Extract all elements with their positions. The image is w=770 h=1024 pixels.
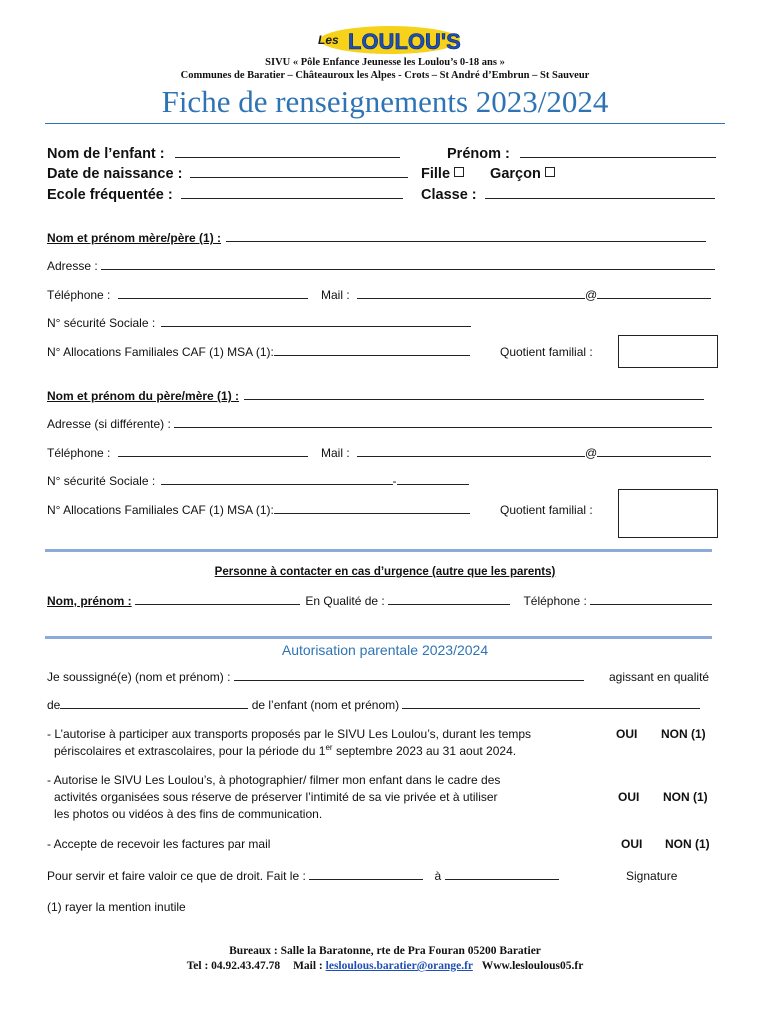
parent2-quotient-label: Quotient familial : — [500, 503, 593, 517]
nom-label: Nom de l’enfant : — [47, 146, 165, 162]
svg-text:LOULOU'S: LOULOU'S — [348, 29, 461, 54]
logo — [312, 22, 462, 56]
footer-bureaux: Bureaux : Salle la Baratonne, rte de Pra Fouran 05200 Baratier — [229, 945, 541, 957]
date-field[interactable] — [309, 869, 423, 880]
ecole-row — [47, 187, 403, 203]
lieu-field[interactable] — [445, 869, 559, 880]
parent2-name-row — [47, 389, 704, 403]
fille-checkbox[interactable] — [454, 167, 464, 177]
item1-line1: - L’autorise à participer aux transports proposés par le SIVU Les Loulou’s, durant les temps — [47, 727, 532, 741]
parent2-adresse-label: Adresse (si différente) : — [47, 417, 171, 431]
footer-web: Www.lesloulous05.fr — [481, 960, 584, 972]
item3-oui[interactable]: OUI — [621, 837, 643, 851]
child-name-row — [47, 146, 400, 162]
parent2-mail-field[interactable] — [357, 446, 585, 457]
naissance-field[interactable] — [190, 167, 408, 178]
parent1-mail-field[interactable] — [357, 288, 585, 299]
soussigne-field[interactable] — [234, 670, 584, 681]
parent2-secu-row — [47, 474, 469, 488]
item1-non[interactable]: NON (1) — [661, 727, 706, 741]
parent2-mail-row — [321, 446, 711, 460]
soussigne-row — [47, 670, 584, 684]
item1-sup: er — [325, 743, 333, 752]
naissance-row — [47, 166, 408, 182]
parent2-quotient-box[interactable] — [618, 489, 718, 538]
item1-line2 — [54, 743, 516, 758]
classe-label: Classe : — [421, 187, 477, 203]
classe-row — [421, 187, 715, 203]
parent1-adresse-field[interactable] — [101, 259, 715, 270]
parent1-name-row — [47, 231, 706, 245]
emergency-title: Personne à contacter en cas d’urgence (autre que les parents) — [214, 566, 556, 578]
footer-contact — [0, 960, 770, 972]
page-title: Fiche de renseignements 2023/2024 — [161, 84, 609, 119]
emergency-nom-field[interactable] — [135, 594, 300, 605]
valoir-label: Pour servir et faire valoir ce que de droit. Fait le : — [47, 869, 306, 883]
emergency-qualite-field[interactable] — [388, 594, 510, 605]
nom-field[interactable] — [175, 147, 400, 158]
enfant-field[interactable] — [402, 698, 700, 709]
parent2-secu-key[interactable] — [397, 474, 469, 485]
item2-line1: - Autorise le SIVU Les Loulou’s, à photographier/ filmer mon enfant dans le cadre des — [47, 773, 501, 787]
ecole-label: Ecole fréquentée : — [47, 187, 173, 203]
naissance-label: Date de naissance : — [47, 166, 183, 182]
parent1-mail-label: Mail : — [321, 288, 350, 302]
fille-label: Fille — [421, 166, 451, 182]
garcon-checkbox[interactable] — [545, 167, 555, 177]
parent2-at: @ — [585, 446, 598, 460]
item2-non[interactable]: NON (1) — [663, 790, 708, 804]
item1-oui[interactable]: OUI — [616, 727, 638, 741]
parent2-tel-label: Téléphone : — [47, 446, 111, 460]
auth-title: Autorisation parentale 2023/2024 — [281, 642, 489, 658]
item2-line2: activités organisées sous réserve de préserver l’intimité de sa vie privée et à utiliser — [54, 790, 498, 804]
parent1-secu-label: N° sécurité Sociale : — [47, 316, 156, 330]
communes-line: Communes de Baratier – Châteauroux les Alpes - Crots – St André d’Embrun – St Sauveur — [180, 70, 590, 81]
enfant-label: de l’enfant (nom et prénom) — [251, 698, 400, 712]
parent2-secu-label: N° sécurité Sociale : — [47, 474, 156, 488]
parent2-adresse-field[interactable] — [174, 417, 712, 428]
parent2-caf-field[interactable] — [274, 503, 470, 514]
emergency-tel-field[interactable] — [590, 594, 712, 605]
item1-line2-b: septembre 2023 au 31 aout 2024. — [332, 744, 517, 758]
footer-mail-link[interactable]: lesloulous.baratier@orange.fr — [325, 960, 473, 972]
emergency-nom-label: Nom, prénom : — [47, 594, 132, 608]
de-label: de — [47, 698, 61, 712]
emergency-qualite-label: En Qualité de : — [305, 594, 385, 608]
agissant-text: agissant en qualité — [609, 670, 710, 684]
parent2-secu-sep: - — [392, 474, 397, 488]
emergency-row — [47, 594, 712, 608]
parent1-caf-field[interactable] — [274, 345, 470, 356]
emergency-tel-label: Téléphone : — [523, 594, 587, 608]
prenom-field[interactable] — [520, 147, 716, 158]
parent1-secu-field[interactable] — [161, 316, 471, 327]
footer-tel: Tel : 04.92.43.47.78 — [186, 960, 281, 972]
prenom-label: Prénom : — [447, 146, 510, 162]
parent2-mail-domain[interactable] — [597, 446, 711, 457]
item3-non[interactable]: NON (1) — [665, 837, 710, 851]
parent1-caf-label: N° Allocations Familiales CAF (1) MSA (1): — [47, 345, 274, 359]
parent1-tel-label: Téléphone : — [47, 288, 111, 302]
valoir-row — [47, 869, 559, 883]
parent1-name-label: Nom et prénom mère/père (1) : — [47, 231, 222, 245]
parent1-name-field[interactable] — [226, 231, 706, 242]
classe-field[interactable] — [485, 188, 715, 199]
a-label: à — [434, 869, 442, 883]
qualite-field[interactable] — [60, 698, 248, 709]
parent1-adresse-label: Adresse : — [47, 259, 98, 273]
ecole-field[interactable] — [181, 188, 403, 199]
parent1-secu-row — [47, 316, 471, 330]
footnote: (1) rayer la mention inutile — [47, 900, 186, 914]
parent1-quotient-box[interactable] — [618, 335, 718, 368]
parent1-caf-row — [47, 345, 470, 359]
parent2-adresse-row — [47, 417, 712, 431]
parent2-caf-label: N° Allocations Familiales CAF (1) MSA (1): — [47, 503, 274, 517]
title-rule — [45, 123, 725, 124]
parent1-mail-domain[interactable] — [597, 288, 711, 299]
soussigne-label: Je soussigné(e) (nom et prénom) : — [47, 670, 231, 684]
garcon-label: Garçon — [490, 166, 541, 182]
auth-rule — [45, 636, 712, 639]
parent2-tel-row — [47, 446, 308, 460]
parent2-caf-row — [47, 503, 470, 517]
de-row — [47, 698, 700, 712]
parent2-tel-field[interactable] — [118, 446, 308, 457]
item2-oui[interactable]: OUI — [618, 790, 640, 804]
prenom-row — [447, 146, 716, 162]
parent2-mail-label: Mail : — [321, 446, 350, 460]
parent2-name-field[interactable] — [244, 389, 704, 400]
parent1-tel-field[interactable] — [118, 288, 308, 299]
svg-text:Les: Les — [318, 33, 339, 47]
parent1-tel-row — [47, 288, 308, 302]
item3-text: - Accepte de recevoir les factures par mail — [47, 837, 271, 851]
sexe-row — [421, 166, 555, 182]
item1-line2-a: périscolaires et extrascolaires, pour la période du 1 — [54, 744, 326, 758]
item2-line3: les photos ou vidéos à des fins de communication. — [54, 807, 323, 821]
footer-mail-label: Mail : — [293, 960, 323, 972]
org-line: SIVU « Pôle Enfance Jeunesse les Loulou’s 0-18 ans » — [265, 57, 505, 68]
parent1-at: @ — [585, 288, 598, 302]
parent1-quotient-label: Quotient familial : — [500, 345, 593, 359]
parent1-mail-row — [321, 288, 711, 302]
emergency-rule — [45, 549, 712, 552]
parent1-adresse-row — [47, 259, 715, 273]
parent2-name-label: Nom et prénom du père/mère (1) : — [47, 389, 240, 403]
parent2-secu-field[interactable] — [161, 474, 393, 485]
signature-label: Signature — [626, 869, 678, 883]
